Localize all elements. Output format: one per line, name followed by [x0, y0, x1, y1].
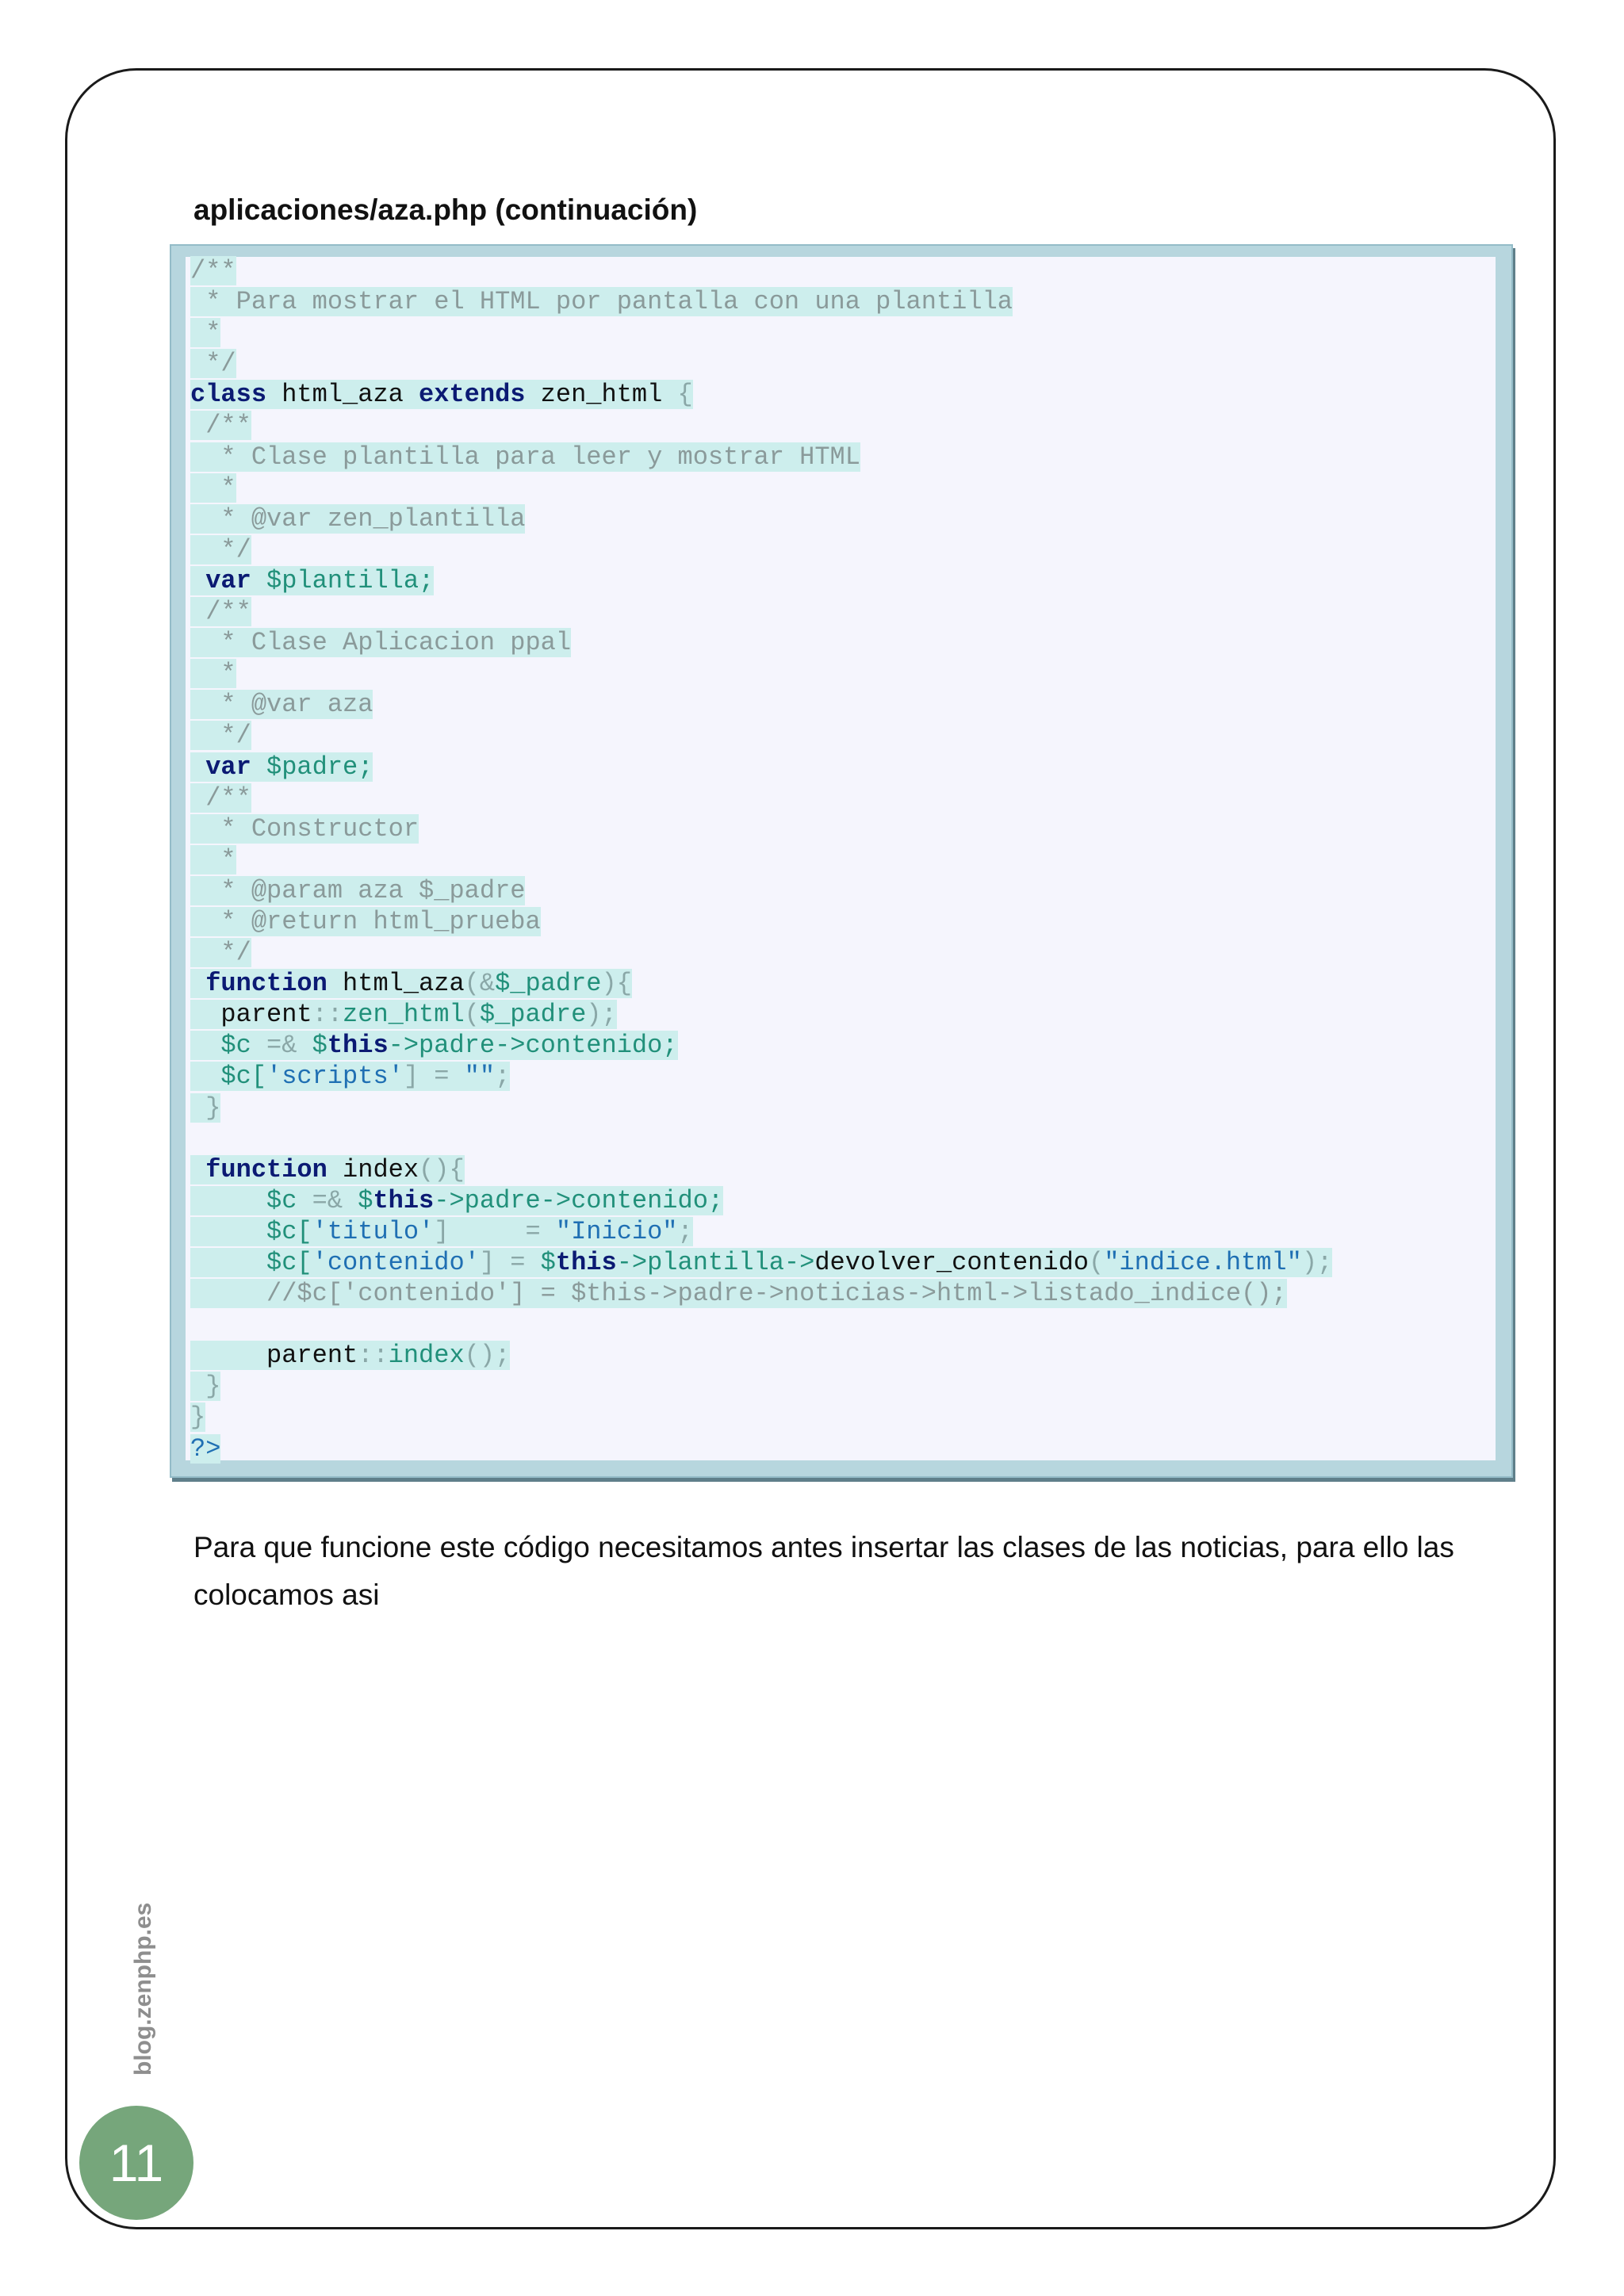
code-token: var	[205, 565, 251, 595]
code-line-text	[190, 814, 419, 844]
code-line	[190, 379, 1332, 410]
code-token: ->padre->contenido;	[434, 1185, 724, 1215]
code-line	[190, 565, 1332, 596]
code-line	[190, 1340, 1332, 1371]
code-token: $_padre	[495, 969, 602, 999]
code-token: ?>	[190, 1433, 221, 1464]
code-line	[190, 442, 1332, 473]
code-line-text	[190, 907, 541, 936]
code-token: ->plantilla->	[616, 1248, 815, 1277]
code-token: "indice.html"	[1104, 1248, 1302, 1277]
code-token: }	[190, 1402, 206, 1433]
code-token: 'titulo'	[312, 1216, 435, 1246]
code-token: "Inicio"	[555, 1216, 678, 1246]
code-line	[190, 286, 1332, 317]
code-token: ::	[312, 1000, 343, 1030]
code-line-text	[190, 287, 1013, 316]
code-token: $c	[190, 1031, 267, 1061]
code-token: extends	[419, 380, 526, 410]
code-token: html_aza	[266, 380, 419, 410]
code-lines	[190, 255, 1332, 1464]
code-token: ""	[464, 1062, 496, 1092]
code-token: ;	[495, 1062, 511, 1092]
code-token	[190, 752, 205, 782]
code-line	[190, 875, 1332, 906]
code-line	[190, 689, 1332, 720]
code-token: *	[190, 844, 236, 874]
code-token: parent	[190, 1000, 312, 1030]
code-token: $	[540, 1248, 556, 1277]
code-line-text	[190, 1031, 678, 1060]
code-line	[190, 752, 1332, 783]
body-paragraph: Para que funcione este código necesitamos antes insertar las clases de las noticias, para ello las colocamos asi	[193, 1531, 1454, 1611]
code-line-text	[190, 1434, 220, 1464]
code-line-text	[190, 380, 693, 409]
code-token: * @return html_prueba	[190, 906, 541, 936]
code-token: ;	[677, 1216, 693, 1246]
code-line	[190, 348, 1332, 379]
code-line-text	[190, 659, 236, 688]
code-token: html_aza	[327, 969, 465, 999]
code-token: ] =	[479, 1248, 541, 1277]
code-token: * @param aza $_padre	[190, 875, 526, 905]
code-token: 'scripts'	[266, 1062, 404, 1092]
code-line-text	[190, 535, 251, 564]
code-token: index	[388, 1341, 465, 1371]
code-token: $c	[190, 1185, 312, 1215]
code-line	[190, 1402, 1332, 1433]
code-line	[190, 1093, 1332, 1123]
code-line-text	[190, 597, 251, 626]
code-token: $c[	[190, 1062, 267, 1092]
code-token: );	[586, 1000, 617, 1030]
code-line-text	[190, 1186, 723, 1215]
code-token	[190, 566, 205, 595]
code-token: class	[190, 380, 267, 410]
code-token: index	[327, 1154, 419, 1184]
code-token: function	[205, 969, 327, 999]
code-token: ();	[464, 1341, 511, 1371]
code-token: ::	[358, 1341, 389, 1371]
code-token: ] =	[434, 1216, 556, 1246]
code-token: * Clase plantilla para leer y mostrar HTML	[190, 442, 860, 472]
file-caption: aplicaciones/aza.php (continuación)	[193, 193, 698, 226]
code-token: this	[555, 1248, 617, 1277]
code-line	[190, 503, 1332, 534]
code-line-text	[190, 318, 220, 347]
code-line-text	[190, 628, 571, 657]
code-line	[190, 627, 1332, 658]
code-token: $plantilla;	[251, 565, 435, 595]
code-token: zen_html	[343, 1000, 465, 1030]
code-line-text	[190, 690, 373, 719]
code-line	[190, 1030, 1332, 1061]
code-line-text	[190, 721, 251, 750]
code-line-text	[190, 1279, 1287, 1308]
code-token: *	[190, 318, 221, 348]
code-line-text	[190, 845, 236, 874]
code-token: ] =	[403, 1062, 465, 1092]
code-line	[190, 906, 1332, 937]
code-token: * Clase Aplicacion ppal	[190, 628, 572, 658]
code-line-text	[190, 1341, 510, 1370]
code-line	[190, 844, 1332, 875]
code-token: (){	[419, 1154, 465, 1184]
code-line	[190, 1185, 1332, 1216]
code-line-text	[190, 1402, 205, 1432]
code-token	[190, 1155, 205, 1184]
code-token: =&	[266, 1031, 312, 1061]
code-line	[190, 1433, 1332, 1464]
code-token: *	[190, 659, 236, 689]
code-token: =&	[312, 1185, 358, 1215]
code-line-text	[190, 411, 251, 440]
code-line	[190, 1061, 1332, 1092]
code-line-text	[190, 1155, 465, 1184]
code-line	[190, 255, 1332, 286]
code-line	[190, 999, 1332, 1030]
code-line	[190, 1154, 1332, 1185]
side-url: blog.zenphp.es	[130, 1902, 156, 2076]
page-number-badge: 11	[79, 2106, 193, 2220]
code-token: function	[205, 1154, 327, 1184]
code-token: /**	[190, 597, 251, 627]
code-line	[190, 720, 1332, 751]
code-token: var	[205, 752, 251, 782]
code-token	[190, 969, 205, 998]
code-token: /**	[190, 783, 251, 813]
code-token: $c[	[190, 1248, 312, 1277]
code-token: zen_html	[525, 380, 678, 410]
code-token: this	[373, 1185, 435, 1215]
code-line-text	[190, 938, 251, 967]
code-token: *	[190, 473, 236, 503]
code-line-text	[190, 783, 251, 813]
code-line	[190, 317, 1332, 348]
code-token: /**	[190, 411, 251, 441]
code-token: (	[464, 1000, 480, 1030]
code-token: */	[190, 534, 251, 564]
code-line-text	[190, 349, 236, 378]
code-line-text	[190, 1000, 617, 1029]
code-line-text	[190, 1093, 220, 1123]
code-token: */	[190, 349, 236, 379]
code-line	[190, 1216, 1332, 1247]
code-token: );	[1301, 1248, 1333, 1277]
code-token: ->padre->contenido;	[388, 1031, 678, 1061]
code-token: $c[	[190, 1216, 312, 1246]
code-line-text	[190, 876, 525, 905]
code-line-text	[190, 1062, 510, 1091]
code-line	[190, 937, 1332, 968]
code-line	[190, 1309, 1332, 1340]
code-line-text	[190, 752, 373, 782]
code-line	[190, 596, 1332, 627]
code-line	[190, 1278, 1332, 1309]
code-token: devolver_contenido	[814, 1248, 1089, 1277]
code-token: ){	[601, 969, 632, 999]
code-token: $	[358, 1185, 373, 1215]
code-token: 'contenido'	[312, 1248, 480, 1277]
code-token: * @var zen_plantilla	[190, 503, 526, 534]
code-line-text	[190, 1372, 220, 1401]
code-line-text	[190, 256, 236, 285]
code-line	[190, 968, 1332, 999]
code-token: * @var aza	[190, 690, 373, 720]
code-token: }	[190, 1372, 221, 1402]
code-token: */	[190, 721, 251, 751]
code-token: */	[190, 938, 251, 968]
code-token: /**	[190, 256, 236, 285]
code-token: {	[677, 380, 693, 410]
code-line-text	[190, 504, 525, 534]
code-token: (&	[464, 969, 496, 999]
code-line	[190, 783, 1332, 813]
code-token: parent	[190, 1341, 358, 1371]
code-line	[190, 1123, 1332, 1154]
code-line	[190, 813, 1332, 844]
code-line-text	[190, 969, 632, 998]
code-token: //$c['contenido'] = $this->padre->noticias->html->listado_indice();	[190, 1279, 1287, 1309]
code-token: * Para mostrar el HTML por pantalla con una plantilla	[190, 287, 1013, 317]
code-token: $padre;	[251, 752, 373, 782]
code-line-text	[190, 473, 236, 503]
code-line	[190, 534, 1332, 565]
code-line-text	[190, 1217, 693, 1246]
code-token: $	[312, 1031, 327, 1061]
code-line	[190, 1247, 1332, 1278]
code-line	[190, 1371, 1332, 1402]
code-line-text	[190, 442, 860, 472]
code-line	[190, 410, 1332, 441]
code-line-text	[190, 566, 434, 595]
code-token: }	[190, 1093, 221, 1123]
code-token: * Constructor	[190, 813, 419, 844]
code-token: (	[1088, 1248, 1105, 1277]
code-line	[190, 473, 1332, 503]
code-line	[190, 658, 1332, 689]
code-line-text	[190, 1248, 1332, 1277]
code-token: $_padre	[479, 1000, 587, 1030]
code-token: this	[327, 1031, 389, 1061]
